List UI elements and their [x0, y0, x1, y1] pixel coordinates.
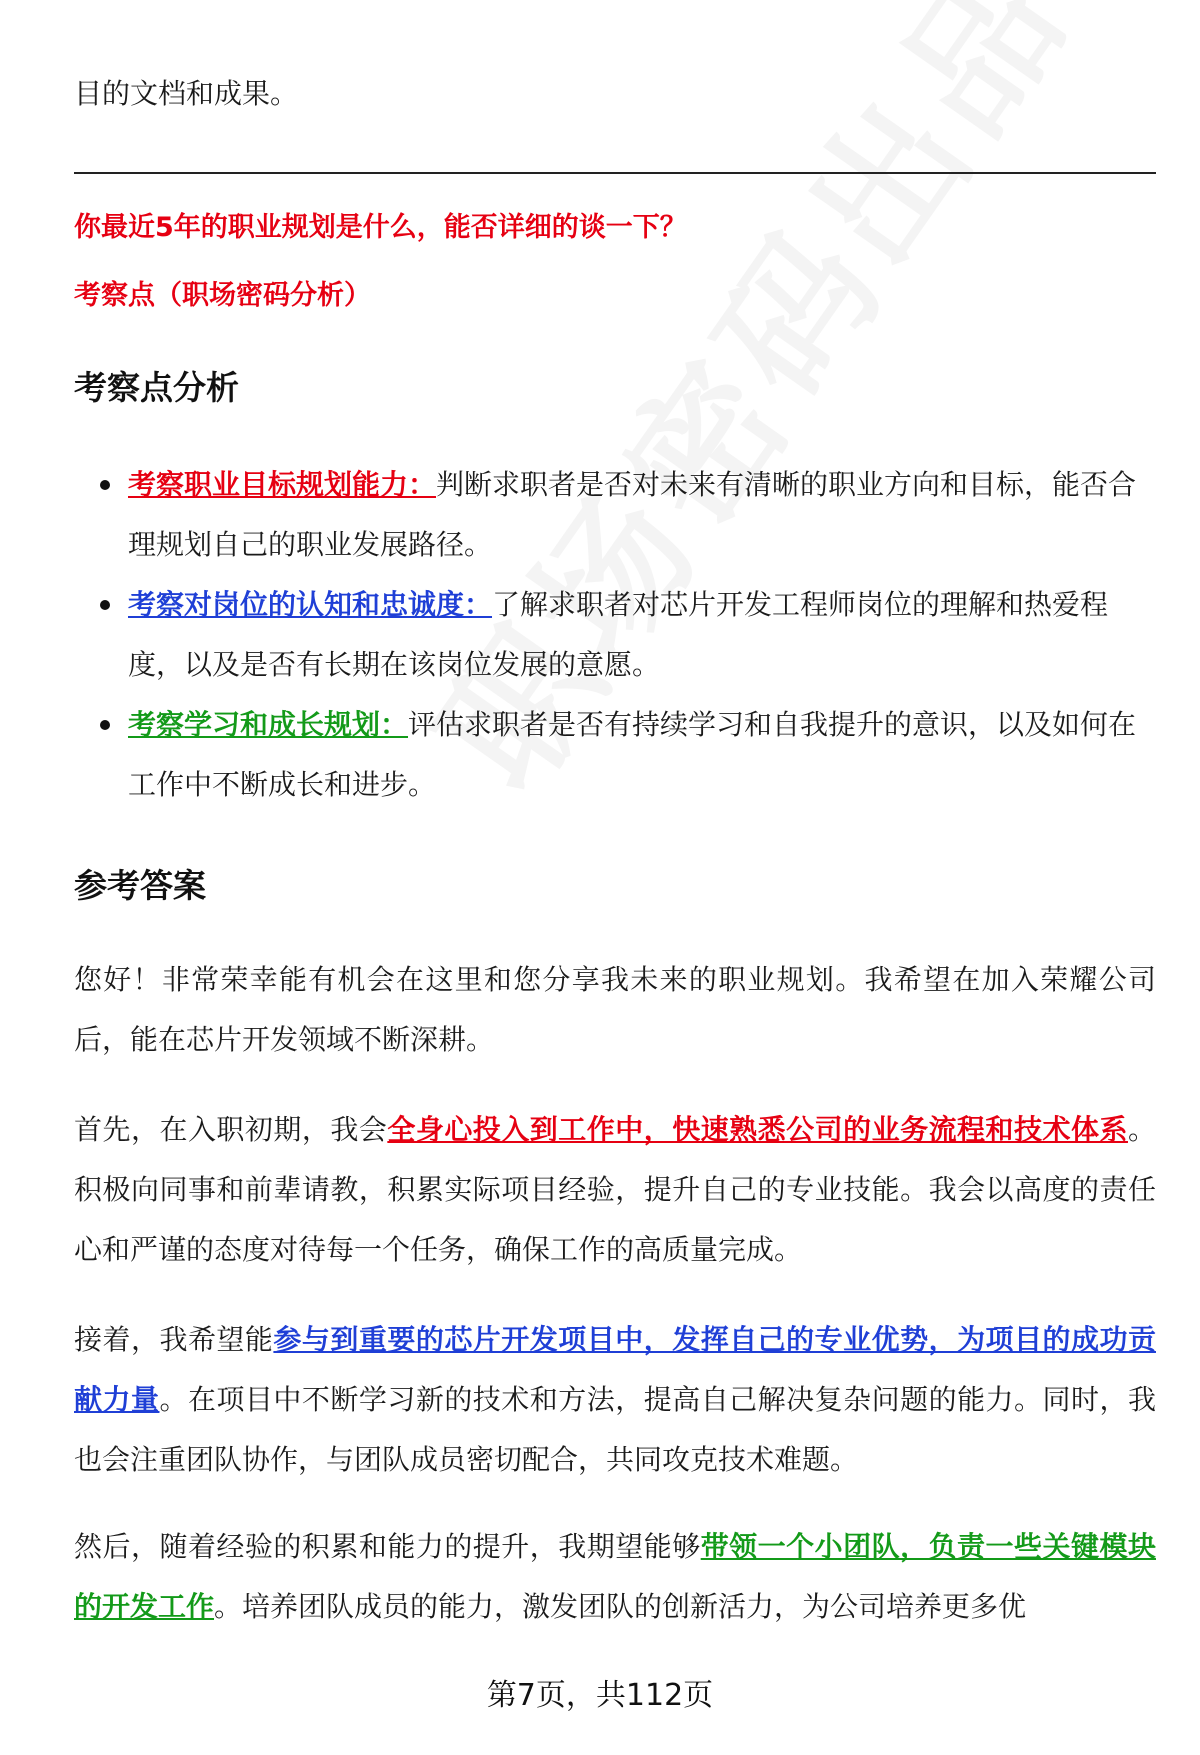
answer-paragraph: [74, 1517, 1156, 1637]
answer-paragraph: [74, 1100, 1156, 1280]
paragraph-highlight: 参与到重要的芯片开发项目中，发挥自己的专业优势，为项目的成功贡献力量: [74, 1323, 1156, 1416]
point-text: 判断求职者是否对未来有清晰的职业方向和目标，能否合理规划自己的职业发展路径。: [128, 468, 1137, 561]
bullet-icon: [100, 480, 110, 490]
page-footer: 第7页，共112页: [486, 1678, 714, 1713]
divider: [74, 172, 1156, 174]
paragraph-text: 接着，我希望能: [74, 1323, 274, 1356]
paragraph-text: 您好！非常荣幸能有机会在这里和您分享我未来的职业规划。我希望在加入荣耀公司后，能在芯片开发领域不断深耕。: [74, 963, 1156, 1056]
top-line: 目的文档和成果。: [74, 77, 299, 110]
analysis-heading: 考察点分析: [74, 368, 239, 407]
paragraph-text: 。积极向同事和前辈请教，积累实际项目经验，提升自己的专业技能。我会以高度的责任心和严谨的态度对待每一个任务，确保工作的高质量完成。: [74, 1113, 1156, 1266]
paragraph-highlight: 全身心投入到工作中，快速熟悉公司的业务流程和技术体系: [387, 1113, 1128, 1146]
point-label: 考察对岗位的认知和忠诚度：: [128, 588, 493, 621]
question-title: 你最近5年的职业规划是什么，能否详细的谈一下？: [74, 212, 687, 243]
bullet-icon: [100, 600, 110, 610]
paragraph-text: 。在项目中不断学习新的技术和方法，提高自己解决复杂问题的能力。同时，我也会注重团队协作，与团队成员密切配合，共同攻克技术难题。: [74, 1383, 1156, 1476]
point-label: 考察学习和成长规划：: [128, 708, 409, 741]
bullet-icon: [100, 720, 110, 730]
question-subtitle: 考察点（职场密码分析）: [74, 280, 371, 311]
point-text: 评估求职者是否有持续学习和自我提升的意识，以及如何在工作中不断成长和进步。: [128, 708, 1137, 801]
list-item: [74, 455, 1156, 575]
paragraph-highlight: 带领一个小团队，负责一些关键模块的开发工作: [74, 1530, 1156, 1623]
paragraph-text: 首先，在入职初期，我会: [74, 1113, 388, 1146]
paragraph-text: 然后，随着经验的积累和能力的提升，我期望能够: [74, 1530, 701, 1563]
paragraph-text: 。培养团队成员的能力，激发团队的创新活力，为公司培养更多优: [214, 1590, 1027, 1623]
answer-paragraph: [74, 950, 1156, 1070]
analysis-list: [74, 455, 1156, 815]
answer-paragraph: [74, 1310, 1156, 1490]
list-item: [74, 575, 1156, 695]
answer-heading: 参考答案: [74, 866, 206, 905]
list-item: [74, 695, 1156, 815]
point-text: 了解求职者对芯片开发工程师岗位的理解和热爱程度，以及是否有长期在该岗位发展的意愿。: [128, 588, 1109, 681]
point-label: 考察职业目标规划能力：: [128, 468, 437, 501]
